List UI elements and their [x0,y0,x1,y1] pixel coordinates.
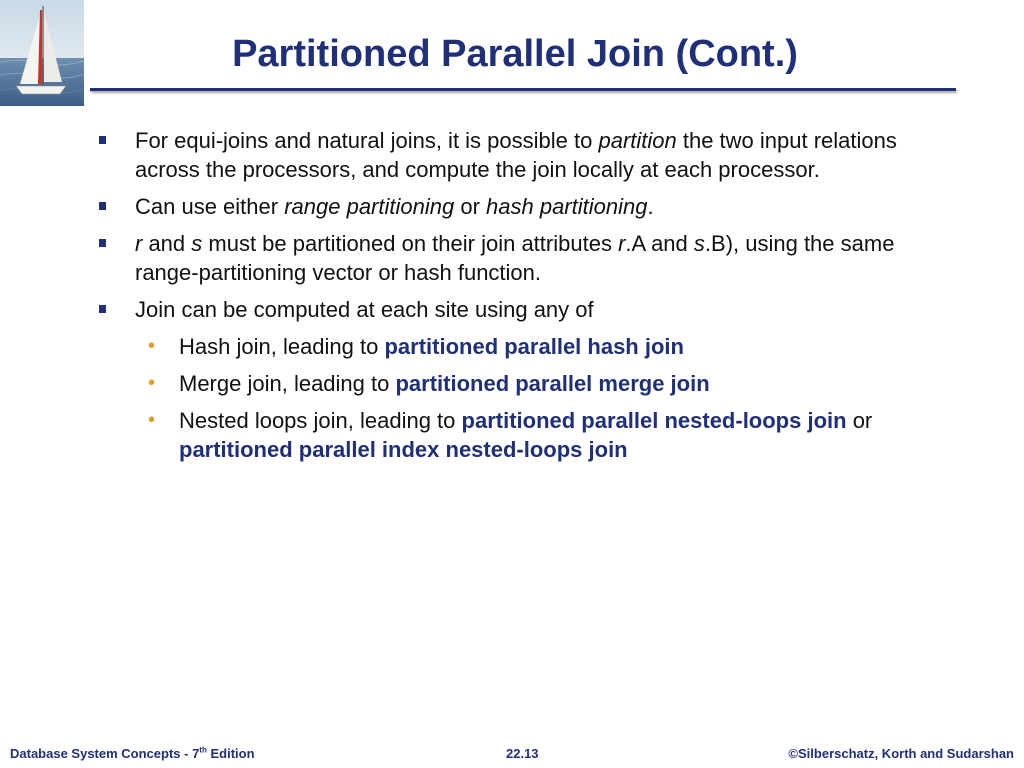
sailboat-icon [0,0,84,106]
bullet-text: or [454,194,487,219]
title-divider [90,88,956,91]
bullet-text: Join can be computed at each site using any of [135,297,594,322]
emphasis-text: s [693,231,705,256]
sailboat-logo [0,0,84,106]
highlight-term: partitioned parallel index nested-loops join [179,437,628,462]
footer-text: Edition [206,746,255,761]
emphasis-text: r [618,231,626,256]
footer-text: Database System Concepts - 7 [10,746,200,761]
bullet-item [0,295,925,324]
sub-bullet-item [0,406,939,464]
footer-book-title [10,746,255,762]
slide-number: 22.13 [506,746,539,761]
round-bullet-icon: • [148,335,156,357]
bullet-item [0,126,925,184]
bullet-text: the two input relations across the processors, and compute the join locally at each processor. [135,128,897,182]
round-bullet-icon: • [148,372,156,394]
bullet-item [0,229,925,287]
square-bullet-icon [99,202,106,210]
sub-bullet-text: or [846,408,873,433]
emphasis-text: partition [598,128,677,153]
sub-bullet-text: Hash join, leading to [179,334,385,359]
bullet-text: must be partitioned on their join attributes [202,231,619,256]
bullet-text: .B), using the same range-partitioning vector or hash function. [135,231,895,285]
round-bullet-icon: • [148,409,156,431]
page-title: Partitioned Parallel Join (Cont.) [232,33,798,75]
highlight-term: partitioned parallel nested-loops join [461,408,847,433]
emphasis-text: range partitioning [284,194,455,219]
square-bullet-icon [99,305,106,313]
sub-bullet-text: Nested loops join, leading to [179,408,462,433]
emphasis-text: s [191,231,203,256]
emphasis-text: r [135,231,143,256]
square-bullet-icon [99,136,106,144]
bullet-text: and [142,231,192,256]
footer-copyright: ©Silberschatz, Korth and Sudarshan [788,746,1014,761]
bullet-text: For equi-joins and natural joins, it is possible to [135,128,599,153]
bullet-list [0,126,1024,472]
bullet-text: .A and [625,231,694,256]
bullet-text: . [647,194,654,219]
bullet-text: Can use either [135,194,285,219]
highlight-term: partitioned parallel merge join [395,371,710,396]
sub-bullet-text: Merge join, leading to [179,371,396,396]
highlight-term: partitioned parallel hash join [384,334,684,359]
bullet-item [0,192,925,221]
emphasis-text: hash partitioning [486,194,648,219]
square-bullet-icon [99,239,106,247]
sub-bullet-item [0,332,939,361]
sub-bullet-item [0,369,939,398]
footer-superscript: th [199,745,207,755]
